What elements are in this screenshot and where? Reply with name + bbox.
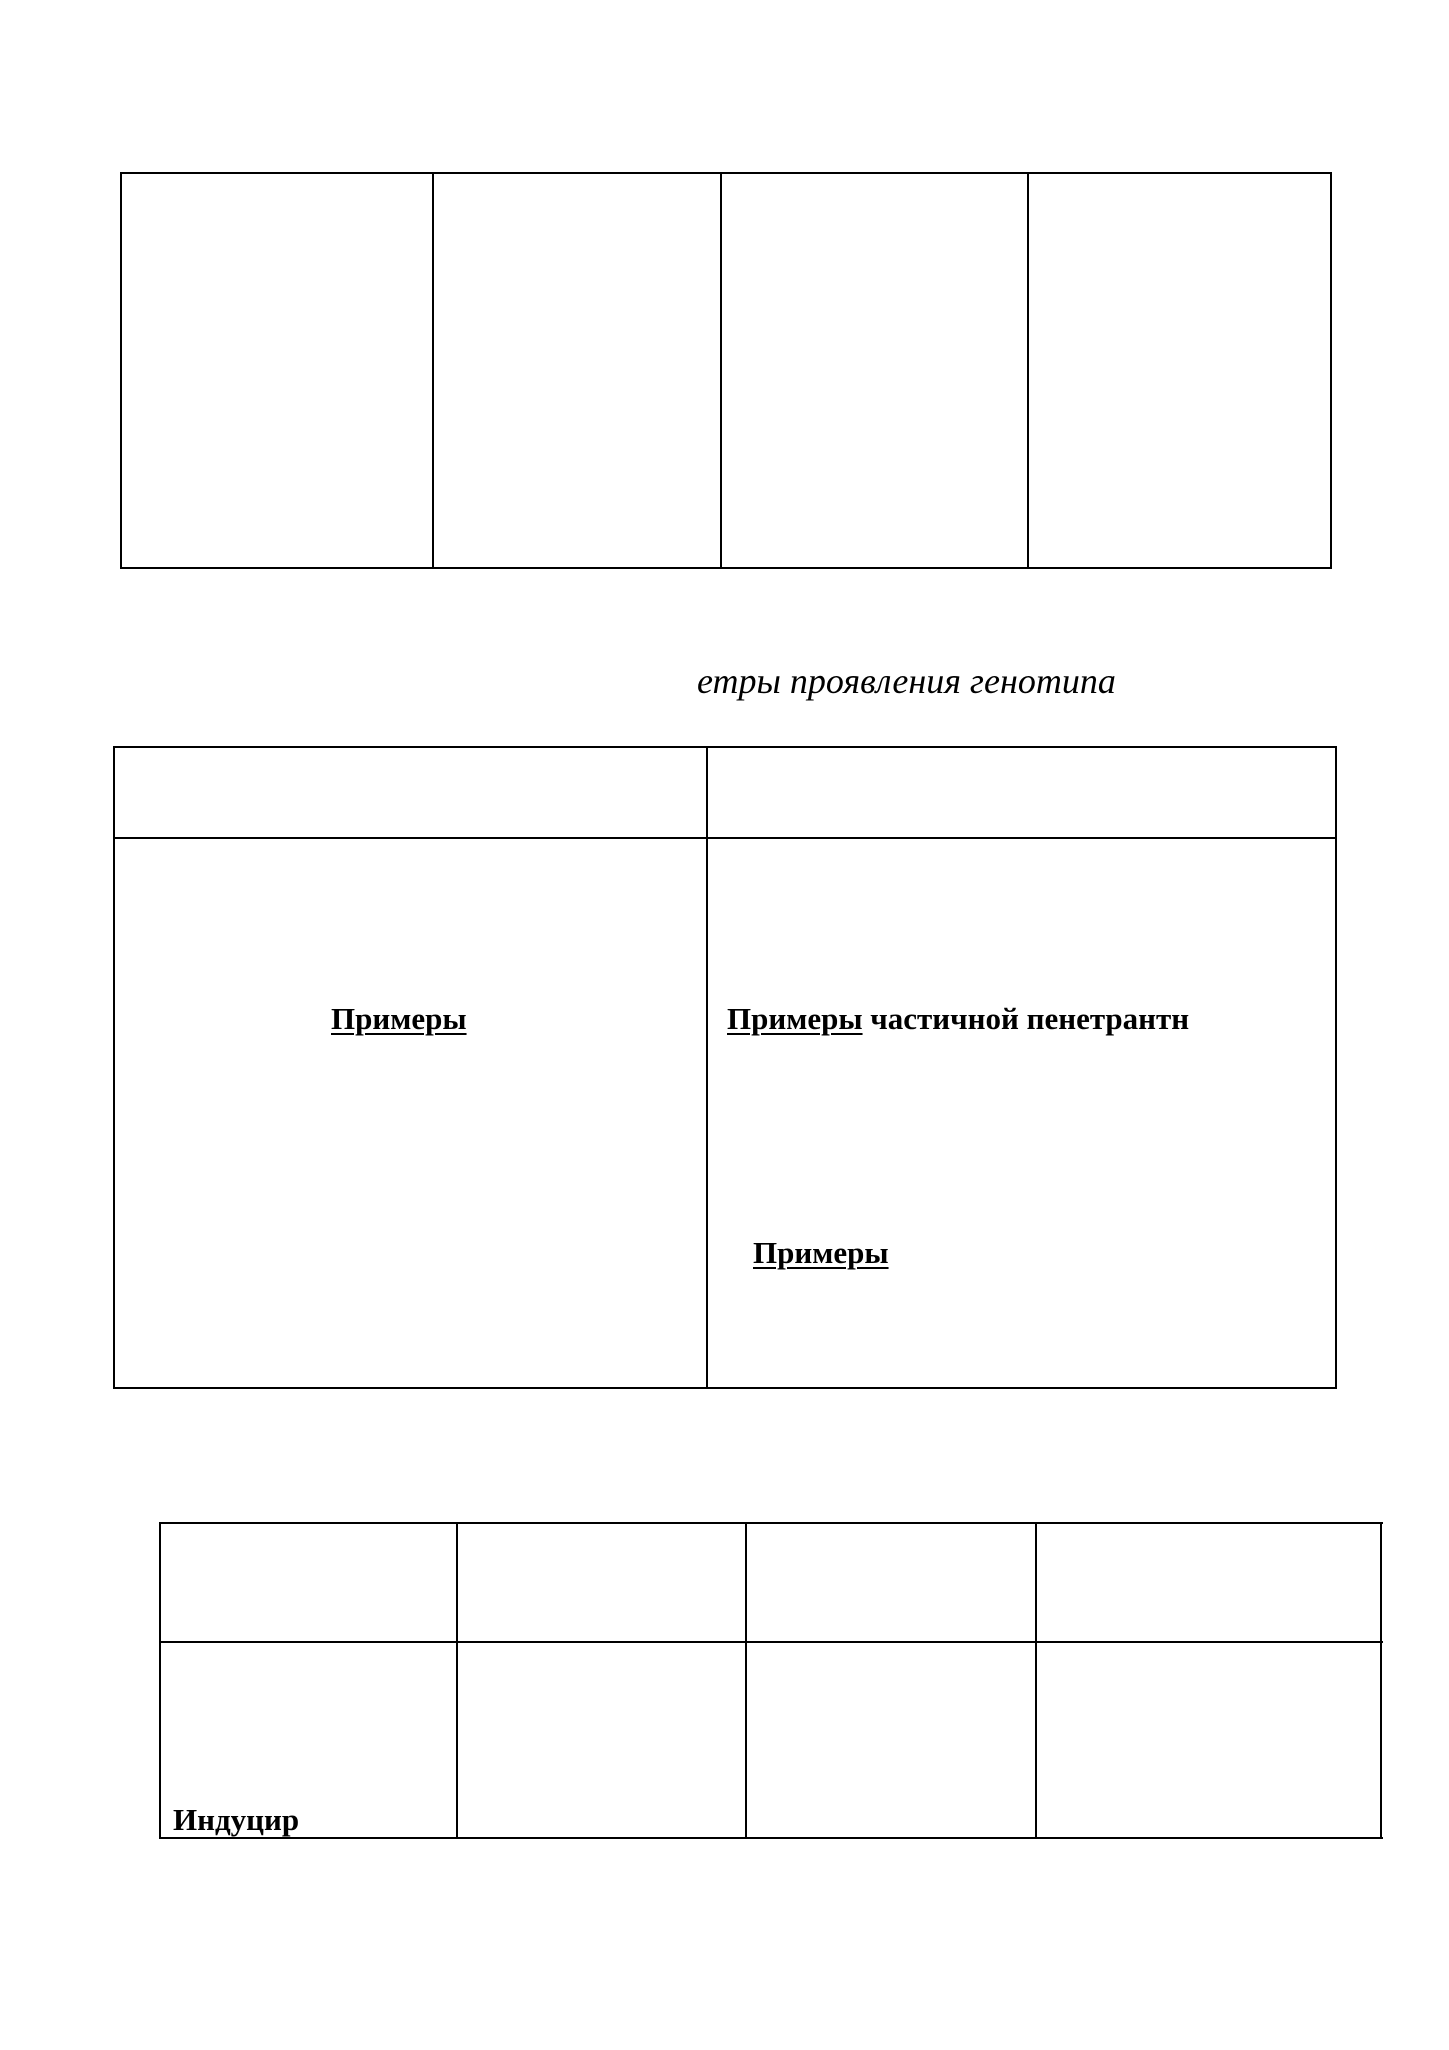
table-3-border-top (159, 1522, 1383, 1524)
table-3-row2-col1: Индуцир (173, 1802, 300, 1837)
table-3-border-left (159, 1522, 161, 1839)
table-3-border-right (1380, 1522, 1382, 1839)
table-2-border-bottom (113, 1387, 1337, 1389)
table-1-border-left (120, 172, 122, 569)
table-2-left-examples: Примеры (331, 1001, 467, 1036)
table-1-border-right (1330, 172, 1332, 569)
table-2-right-examples-link: Примеры (727, 1001, 863, 1036)
table-3-divider-3 (1035, 1522, 1037, 1839)
table-2-border-left (113, 746, 115, 1389)
table-2-border-top (113, 746, 1337, 748)
table-2-header-divider (113, 837, 1337, 839)
table-2-border-right (1335, 746, 1337, 1389)
table-1-divider-2 (720, 172, 722, 569)
table-3-divider-1 (456, 1522, 458, 1839)
table-1-divider-1 (432, 172, 434, 569)
table-2-right-examples-line (727, 1003, 1189, 1034)
section-heading: етры проявления генотипа (697, 661, 1116, 701)
table-3-border-bottom (159, 1837, 1383, 1839)
table-3-divider-2 (745, 1522, 747, 1839)
table-2-right-examples-rest: частичной пенетрантн (862, 1001, 1190, 1036)
table-3-header-divider (159, 1641, 1383, 1643)
table-1-border-top (120, 172, 1332, 174)
table-1-border-bottom (120, 567, 1332, 569)
table-2-column-divider (706, 746, 708, 1389)
table-1-divider-3 (1027, 172, 1029, 569)
table-2-right-examples-second: Примеры (753, 1235, 889, 1270)
